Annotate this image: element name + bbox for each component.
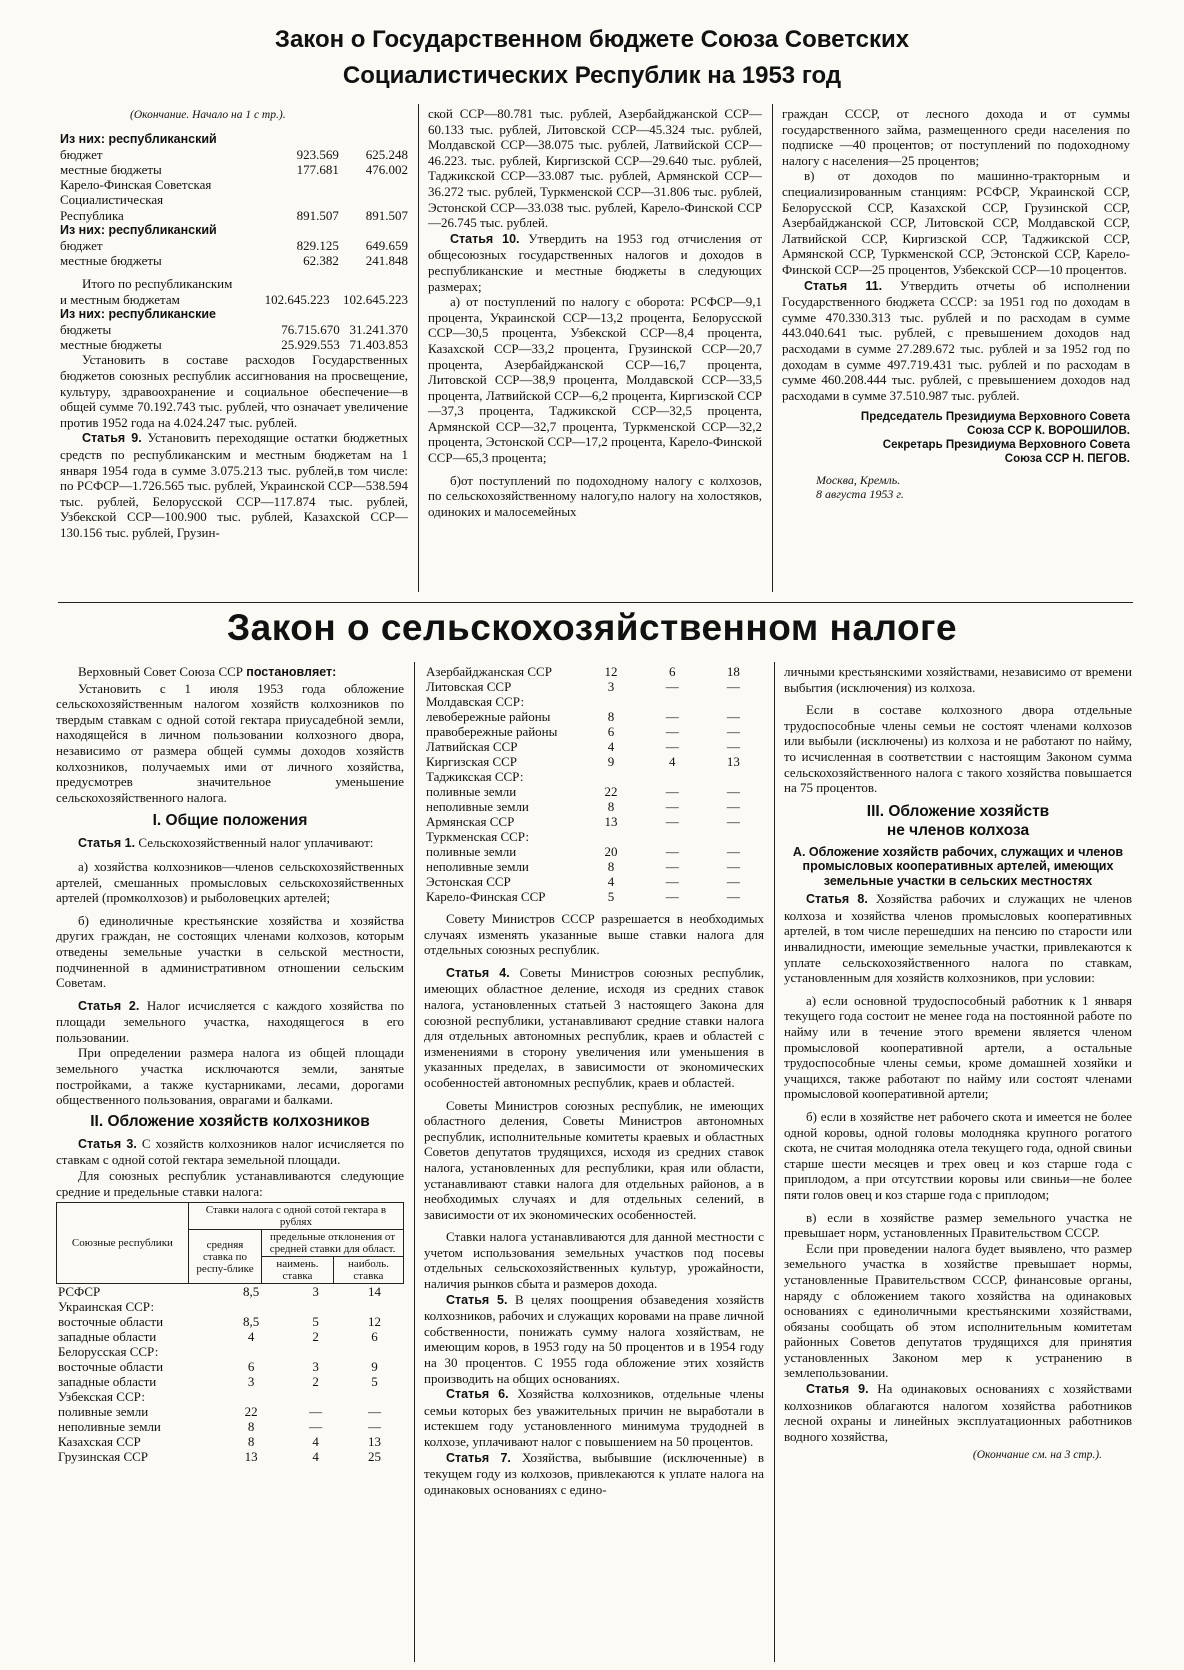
budget-law-title	[0, 22, 1184, 94]
row-value: 25.929.553	[281, 337, 340, 353]
place-date	[782, 473, 1130, 501]
art8-a: а) если основной трудоспособный работник к 1 января текущего года состоит не менее года на постоянной работе по найму или в течение этого времени является членом промысловой кооперативной артели, а остальные трудоспособные члены семьи, кроме домашней хозяйки и учащихся, также работают по найму или состоят членами промысловой кооперативной артели;	[784, 992, 1132, 1102]
rates-name: поливные земли	[426, 844, 517, 859]
signature-secretary-line2: Союза ССР Н. ПЕГОВ.	[1004, 453, 1130, 466]
budget-art10-text: Утвердить на 1953 год отчисления от общесоюзных государственных налогов и доходов в республиканские и местные бюджеты в следующих размерах;	[428, 230, 762, 294]
section-1-title: I. Общие положения	[152, 812, 308, 830]
row-value: 31.241.370	[349, 322, 408, 338]
rates-min: —	[665, 709, 679, 724]
rates-max: 9	[371, 1359, 378, 1375]
rates-min: —	[665, 739, 679, 754]
rates-name: Украинская ССР:	[58, 1299, 155, 1315]
row-label: бюджет	[60, 146, 103, 162]
rates-name: западные области	[58, 1329, 157, 1345]
rates-row	[424, 664, 764, 679]
rates-max: —	[726, 859, 740, 874]
rates-max: 18	[726, 664, 740, 679]
rates-avg: 9	[607, 754, 615, 769]
rates-avg: 4	[607, 874, 615, 889]
rates-min: 4	[312, 1434, 319, 1450]
rates-avg: 3	[247, 1374, 255, 1390]
rates-max: —	[726, 784, 740, 799]
art6-label: Статья 6.	[446, 1387, 509, 1402]
signature-chairman-line2: Союза ССР К. ВОРОШИЛОВ.	[967, 425, 1130, 438]
row-value: 71.403.853	[349, 337, 408, 353]
rates-row	[424, 724, 764, 739]
rates-max: 13	[368, 1434, 382, 1450]
row-value: 76.715.670	[281, 322, 340, 338]
rates-max: —	[726, 799, 740, 814]
budget-column-2	[428, 106, 762, 596]
rates-row	[56, 1299, 404, 1314]
rates-avg: 3	[607, 679, 615, 694]
rates-min: —	[665, 799, 679, 814]
art5-label: Статья 5.	[446, 1292, 508, 1307]
right-para2: Если в составе колхозного двора отдельные трудоспособные члены семьи не состоят членами колхозов или выбыли (исключены) из колхоза и не работают по найму, то исчисленная в соответствии с настоящим Законом сумма сельскохозяйственного налога с такого хозяйства повышается на 75 процентов.	[784, 702, 1132, 796]
rates-max: —	[368, 1404, 382, 1420]
column-rule	[418, 104, 419, 592]
rates-avg: 22	[604, 784, 618, 799]
rates-name: восточные области	[58, 1314, 164, 1330]
rates-max: —	[726, 844, 740, 859]
art8-c: в) если в хозяйстве размер земельного участка не превышает норм, установленных Правительством СССР.	[784, 1209, 1132, 1241]
rates-max: 14	[368, 1284, 382, 1300]
tax-column-1	[56, 664, 404, 1664]
tax-law-title: Закон о сельскохозяйственном налоге	[226, 607, 958, 648]
rates-name: Киргизская ССР	[426, 754, 518, 769]
rates-name: Литовская ССР	[426, 679, 512, 694]
row-label: Республика	[60, 207, 124, 223]
rates-min: 4	[312, 1449, 319, 1465]
budget-art9-text: Установить переходящие остатки бюджетных средств по республиканским и местным бюджетам на 1 января 1954 года в сумме 3.075.213 тыс. рублей,в том числе: по РСФСР—1.726.565 тыс. рублей, Украинской ССР—538.594 тыс. рублей, Белорусской ССР—117.874 тыс. рублей, Узбекской ССР—100.900 тыс. рублей, Казахской ССР—130.156 тыс. рублей, Грузин-	[60, 430, 408, 540]
rates-avg: 8,5	[243, 1284, 260, 1300]
art2-text: Налог исчисляется с каждого хозяйства по площади земельного участка, находящегося в его пользовании.	[56, 997, 404, 1045]
rates-min: 5	[312, 1314, 319, 1330]
art7-text: Хозяйства, выбывшие (исключенные) в текущем году из колхозов, привлекаются к уплате налога на одинаковых основаниях с едино-	[424, 1449, 764, 1497]
rates-header-avg: средняя ставка по респу-блике	[188, 1230, 261, 1284]
rates-min: —	[665, 679, 679, 694]
rates-min: —	[665, 874, 679, 889]
rates-name: неполивные земли	[426, 799, 529, 814]
rates-min: —	[665, 844, 679, 859]
budget-row	[60, 337, 408, 352]
budget-art11-label: Статья 11.	[804, 278, 883, 293]
total-label-1: Итого по республиканским	[82, 276, 233, 292]
budget-art9-label: Статья 9.	[82, 431, 142, 446]
rates-name: восточные области	[58, 1359, 164, 1375]
rates-min: 2	[312, 1329, 319, 1345]
budget-art11-text: Утвердить отчеты об исполнении Государственного бюджета СССР: за 1951 год по доходам в сумме 470.330.313 тыс. рублей и по расходам в сумме 443.040.641 тыс. рублей, с превышением доходов над расходами в сумме 27.289.672 тыс. рублей и за 1952 год по доходам в сумме 497.719.431 тыс. рублей и по расходам в сумме 460.208.444 тыс. рублей, с превышением доходов над расходами в сумме 37.510.987 тыс. рублей.	[782, 277, 1130, 403]
art4-para2: Советы Министров союзных республик, не имеющих областного деления, Советы Министров автономных республик, исполнительные комитеты краевых и областных Советов депутатов трудящихся, исходя из средних ставок налога, установленных для республики, края или области, устанавливают ставки налога для отдельных районов, а в необходимых случаях и для отдельных селений, в зависимости от их экономических особенностей.	[424, 1097, 764, 1222]
column-rule	[414, 662, 415, 1662]
rates-min	[286, 1344, 345, 1359]
art9-label: Статья 9.	[806, 1382, 869, 1397]
row-value: 62.382	[303, 253, 339, 269]
section-divider	[58, 602, 1133, 603]
budget-col2-para1: ской ССР—80.781 тыс. рублей, Азербайджанской ССР—60.133 тыс. рублей, Литовской ССР—45.324 тыс. рублей, Молдавской ССР—38.075 тыс. рублей, Латвийской ССР—46.223. тыс. рублей, Киргизской ССР—29.640 тыс. рублей, Таджикской ССР—33.087 тыс. рублей, Армянской ССР—36.272 тыс. рублей, Туркменской ССР—31.806 тыс. рублей, Эстонской ССР—33.038 тыс. рублей, Карело-Финской ССР—26.745 тыс. рублей.	[428, 106, 762, 231]
budget-art10-label: Статья 10.	[450, 231, 520, 246]
rates-row	[56, 1284, 404, 1299]
row-value	[339, 132, 408, 147]
budget-column-3	[782, 106, 1130, 596]
rates-min: 2	[312, 1374, 319, 1390]
row-value: 476.002	[365, 162, 408, 177]
rates-min: —	[309, 1419, 323, 1435]
tax-intro-text: Установить с 1 июля 1953 года обложение сельскохозяйственным налогом хозяйств колхозников по твердым ставкам с одной сотой гектара приусадебной земли, находящейся в личном пользовании колхозного двора, независимо от размера общей суммы доходов хозяйств колхозников, получаемых ими от личного хозяйства, предусмотрев значительное уменьшение сельскохозяйственного налога.	[56, 680, 404, 805]
art8-para2: Если при проведении налога будет выявлено, что размер земельного участка в хозяйстве превышает нормы, установленные Правительством СССР, финансовые органы, наряду с обложением такого хозяйства на одинаковых основаниях с единоличными крестьянскими хозяйствами, обязаны сообщать об этом исполнительным комитетам районных Советов депутатов трудящихся для принятия установленных Законом мер к устранению в землепользовании.	[784, 1240, 1132, 1381]
rates-min: —	[665, 859, 679, 874]
art3-label: Статья 3.	[78, 1136, 137, 1151]
rates-max: —	[726, 679, 740, 694]
row-label: Социалистическая	[60, 192, 164, 208]
rates-name: Грузинская ССР	[58, 1449, 149, 1465]
art1-text: Сельскохозяйственный налог уплачивают:	[138, 835, 374, 851]
row-value	[276, 177, 339, 192]
rates-avg: 5	[607, 889, 615, 904]
art9-text: На одинаковых основаниях с хозяйствами колхозников облагаются налогом хозяйства работников лесной охраны и линейных эксплуатационных работников водного хозяйства,	[784, 1381, 1132, 1444]
row-value	[276, 132, 339, 147]
budget-row	[60, 192, 408, 207]
art8-b: б) если в хозяйстве нет рабочего скота и имеется не более одной коровы, одной головы молодняка крупного рогатого скота, не считая молодняка отела текущего года, одной свиньи старше шести месяцев и трех овец и коз старше года с приплодом, а при отсутствии коровы или свиньи—не более пяти голов овец и коз старше года с приплодом;	[784, 1108, 1132, 1202]
section-3-title-line2: не членов колхоза	[886, 821, 1030, 839]
rates-max	[703, 829, 764, 844]
row-label: местные бюджеты	[60, 162, 162, 177]
rates-name: Туркменская ССР:	[426, 829, 530, 844]
rates-max: —	[726, 739, 740, 754]
row-label: Из них: республиканские	[60, 306, 217, 321]
rates-name: РСФСР	[58, 1284, 101, 1300]
rates-name: Азербайджанская ССР	[426, 664, 552, 679]
budget-col1-para: Установить в составе расходов Государственных бюджетов союзных республик ассигнования на просвещение, культуру, здравоохранение и социальное обеспечение—в общей сумме 70.192.743 тыс. рублей, что означает увеличение против 1952 года на 4.024.247 тыс. рублей.	[60, 352, 408, 430]
rates-row	[424, 754, 764, 769]
rates-header-min: наимень. ставка	[262, 1257, 334, 1284]
budget-total-breakdown	[60, 307, 408, 353]
rates-table-left	[56, 1284, 404, 1464]
art3-para2: Для союзных республик устанавливаются следующие средние и предельные ставки налога:	[56, 1168, 404, 1199]
rates-name: Латвийская ССР	[426, 739, 518, 754]
rates-header-per: Ставки налога с одной сотой гектара в рублях	[188, 1203, 403, 1230]
rates-name: поливные земли	[58, 1404, 149, 1420]
row-value	[340, 307, 408, 322]
art2-para2: При определении размера налога из общей площади земельного участка исключаются земли, занятые постройками, а также кустарниками, лесами, дорогами общественного пользования, оврагами и балками.	[56, 1045, 404, 1108]
rates-min: 4	[668, 754, 676, 769]
budget-col2-para-a: а) от поступлений по налогу с оборота: РСФСР—9,1 процента, Украинской ССР—13,2 процента, Белорусской ССР—30,5 процента, Узбекской ССР—8,4 процента, Казахской ССР—33,2 процента, Грузинской ССР—20,7 процента, Азербайджанской ССР—16,7 процента, Литовской ССР—38,9 процента, Молдавской ССР—33,5 процента, Латвийской ССР—6,2 процента, Киргизской ССР—37,3 процента, Таджикской ССР—32,5 процента, Армянской ССР—32,7 процента, Туркменской ССР—32,2 процента, Эстонской ССР—17,2 процента, Карело-Финской ССР—65,3 процента;	[428, 294, 762, 466]
rates-avg	[580, 694, 641, 709]
art1-label: Статья 1.	[78, 836, 136, 851]
rates-avg: 8	[607, 859, 615, 874]
rates-row	[56, 1374, 404, 1389]
rates-row	[424, 814, 764, 829]
art4-para3: Ставки налога устанавливаются для данной местности с учетом использования земельных участков под посевы отдельных сельскохозяйственных культур, урожайности, наличия рынков сбыта и размеров дохода.	[424, 1229, 764, 1292]
rates-min	[642, 829, 703, 844]
budget-col3-para-c: в) от доходов по машинно-тракторным и специализированным станциям: РСФСР, Украинской ССР, Белорусской ССР, Казахской ССР, Грузинской ССР, Азербайджанской ССР, Литовской ССР, Молдавской ССР, Латвийской ССР, Киргизской ССР, Таджикской ССР, Армянской ССР, Туркменской ССР, Эстонской ССР, Карело-Финской ССР—25 процентов, Узбекской ССР—10 процентов.	[782, 168, 1130, 277]
rates-name: правобережные районы	[426, 724, 558, 739]
row-value: 829.125	[296, 238, 339, 254]
row-value: 241.848	[365, 253, 408, 269]
tax-intro-lead-bold: постановляет:	[246, 665, 337, 679]
row-label: Из них: республиканский	[60, 131, 217, 146]
budget-col2-para-b: б)от поступлений по подоходному налогу с колхозов, по сельскохозяйственному налогу,по налогу на холостяков, одиноких и малосемейных	[428, 472, 762, 519]
section-3-title	[784, 802, 1132, 840]
art4-label: Статья 4.	[446, 965, 510, 980]
rates-header-max: наиболь. ставка	[333, 1257, 403, 1284]
row-value	[339, 177, 408, 192]
rates-avg: 8,5	[243, 1314, 260, 1330]
budget-total-table	[60, 276, 408, 306]
rates-max	[703, 694, 764, 709]
budget-column-1	[60, 108, 408, 598]
budget-row	[60, 147, 408, 162]
budget-row	[60, 208, 408, 223]
signature-secretary-line1: Секретарь Президиума Верховного Совета	[882, 439, 1130, 452]
total-value-2: 102.645.223	[343, 291, 408, 307]
signature-chairman	[782, 410, 1130, 438]
rates-row	[424, 874, 764, 889]
right-para1: личными крестьянскими хозяйствами, независимо от времени выбытия (исключения) из колхоза.	[784, 664, 1132, 695]
rates-avg: 22	[244, 1404, 258, 1420]
row-value: 923.569	[296, 146, 339, 162]
rates-min: —	[665, 889, 679, 904]
rates-max: 12	[368, 1314, 382, 1330]
art8-label: Статья 8.	[806, 892, 868, 907]
rates-avg	[216, 1299, 286, 1314]
rates-max	[345, 1344, 404, 1359]
rates-min	[642, 694, 703, 709]
rates-avg: 8	[607, 799, 615, 814]
rates-min: 3	[312, 1284, 319, 1300]
rates-table-header	[56, 1202, 404, 1284]
rates-min: 6	[668, 664, 676, 679]
rates-row	[424, 784, 764, 799]
rates-avg: 13	[604, 814, 618, 829]
rates-row	[56, 1404, 404, 1419]
rates-avg: 20	[604, 844, 618, 859]
rates-max: —	[726, 874, 740, 889]
row-label: Карело-Финская Советская	[60, 177, 212, 193]
budget-law-title-line1: Закон о Государственном бюджете Союза Советских	[274, 26, 910, 53]
signature-secretary	[782, 438, 1130, 466]
date-line: 8 августа 1953 г.	[816, 487, 904, 502]
rates-row	[424, 799, 764, 814]
rates-max: —	[726, 724, 740, 739]
rates-name: Эстонская ССР	[426, 874, 511, 889]
rates-name: Белорусская ССР:	[58, 1344, 159, 1360]
rates-max: 25	[368, 1449, 382, 1465]
rates-name: Карело-Финская ССР	[426, 889, 546, 904]
rates-row	[56, 1359, 404, 1374]
rates-avg	[216, 1389, 286, 1404]
rates-header-limits: предельные отклонения от средней ставки для област.	[262, 1230, 404, 1257]
rates-max: —	[368, 1419, 382, 1435]
rates-min	[286, 1389, 345, 1404]
rates-min	[286, 1299, 345, 1314]
budget-row	[60, 132, 408, 147]
rates-min: 3	[312, 1359, 319, 1375]
rates-name: поливные земли	[426, 784, 517, 799]
row-value: 891.507	[365, 207, 408, 223]
rates-name: Таджикская ССР:	[426, 769, 524, 784]
rates-min: —	[665, 784, 679, 799]
rates-avg: 4	[247, 1329, 255, 1345]
row-label: Из них: республиканский	[60, 222, 217, 237]
art3-text: С хозяйств колхозников налог исчисляется по ставкам с одной сотой гектара земельной площади.	[56, 1135, 404, 1168]
rates-name: Молдавская ССР:	[426, 694, 525, 709]
row-value	[276, 307, 340, 322]
rates-min	[642, 769, 703, 784]
rates-max: —	[726, 889, 740, 904]
rates-max: —	[726, 709, 740, 724]
rates-table-mid	[424, 664, 764, 904]
rates-row	[424, 889, 764, 904]
rates-name: Армянская ССР	[426, 814, 515, 829]
total-value-1: 102.645.223	[264, 291, 330, 307]
rates-avg: 8	[247, 1419, 255, 1435]
column-rule	[772, 104, 773, 592]
budget-row	[60, 223, 408, 238]
art7-label: Статья 7.	[446, 1450, 511, 1465]
section-3-title-line1: III. Обложение хозяйств	[866, 802, 1050, 820]
row-value	[276, 192, 339, 207]
rates-avg: 13	[244, 1449, 258, 1465]
rates-max: 5	[371, 1374, 378, 1390]
rates-row	[424, 769, 764, 784]
budget-table	[60, 132, 408, 269]
art8-text: Хозяйства рабочих и служащих не членов колхоза и хозяйства членов промысловых кооперативных артелей, в том числе перешедших на пенсию по старости или инвалидности, имеющие земельные участки, привлекаются к уплате сельскохозяйственного налога по ставкам, установленным для хозяйств колхозников, при условии:	[784, 891, 1132, 986]
rates-max: 13	[726, 754, 740, 769]
rates-avg: 8	[247, 1434, 255, 1450]
end-note: (Окончание см. на 3 стр.).	[972, 1449, 1102, 1462]
art2-label: Статья 2.	[78, 998, 140, 1013]
budget-row	[60, 322, 408, 337]
rates-avg	[216, 1344, 286, 1359]
rates-max: —	[726, 814, 740, 829]
art1-b: б) единоличные крестьянские хозяйства и хозяйства других граждан, не состоящих членами колхозов, которым отведены земельные участки в сельской местности, подчиненной в административном отношении сельским Советам.	[56, 912, 404, 991]
rates-row	[56, 1344, 404, 1359]
mid-para1: Совету Министров СССР разрешается в необходимых случаях изменять указанные выше ставки налога для отдельных союзных республик.	[424, 911, 764, 958]
rates-row	[56, 1449, 404, 1464]
rates-name: Узбекская ССР:	[58, 1389, 145, 1405]
art4-text: Советы Министров союзных республик, имеющих областное деление, исходя из средних ставок налога, установленных статьей 3 настоящего Закона для союзной республики, устанавливают средние ставки налога для отдельных автономных республик, краев и областей с изменениями в сторону увеличения или уменьшения в указанных пределах, в зависимости от экономических особенностей автономных республик, краев и областей.	[424, 964, 764, 1090]
rates-name: левобережные районы	[426, 709, 551, 724]
rates-max	[703, 769, 764, 784]
budget-law-title-line2: Социалистических Республик на 1953 год	[342, 62, 842, 89]
rates-max	[345, 1299, 404, 1314]
rates-avg: 6	[247, 1359, 255, 1375]
row-value: 625.248	[365, 146, 408, 162]
rates-row	[424, 844, 764, 859]
rates-max: 6	[371, 1329, 378, 1345]
place-line: Москва, Кремль.	[816, 473, 901, 488]
tax-column-3	[784, 664, 1132, 1664]
row-value	[339, 223, 408, 238]
budget-row	[60, 253, 408, 268]
tax-column-2	[424, 664, 764, 1664]
rates-row	[424, 739, 764, 754]
rates-row	[424, 694, 764, 709]
rates-avg: 8	[607, 709, 615, 724]
rates-row	[56, 1314, 404, 1329]
column-rule	[774, 662, 775, 1662]
rates-name: западные области	[58, 1374, 157, 1390]
rates-avg: 6	[607, 724, 615, 739]
art5-text: В целях поощрения обзаведения хозяйств колхозников, рабочих и служащих коровами на праве личной собственности, понижать сумму налога хозяйствам, не имеющим коров, в 1953 году на 50 процентов и в 1954 году на 30 процентов. С 1955 года обложение этих хозяйств производить на общих основаниях.	[424, 1291, 764, 1386]
rates-avg	[580, 769, 641, 784]
continuation-note: (Окончание. Начало на 1 с тр.).	[130, 109, 286, 121]
row-label: бюджеты	[60, 322, 112, 338]
budget-col3-para1: граждан СССР, от лесного дохода и от суммы государственного займа, размещенного среди населения по подписке —40 процентов; от поступлений по подоходному налогу с населения—25 процентов;	[782, 106, 1130, 168]
row-label: бюджет	[60, 238, 103, 254]
budget-row	[60, 307, 408, 322]
art1-a: а) хозяйства колхозников—членов сельскохозяйственных артелей, смешанных промысловых сельскохозяйственных артелей (промколхозов) и рыболовецких артелей;	[56, 858, 404, 906]
rates-avg: 4	[607, 739, 615, 754]
row-label: местные бюджеты	[60, 253, 162, 269]
rates-row	[56, 1419, 404, 1434]
art6-text: Хозяйства колхозников, отдельные члены семьи которых без уважительных причин не выработали в истекшем году установленного минимума трудодней в колхозе, уплачивают налог с повышением на 50 процентов.	[424, 1386, 764, 1449]
subsection-a-title: А. Обложение хозяйств рабочих, служащих и членов промысловых кооперативных артелей, имеющих земельные участки в сельских местностях	[792, 844, 1124, 888]
rates-min: —	[665, 724, 679, 739]
row-value: 891.507	[296, 207, 339, 223]
rates-avg: 12	[604, 664, 618, 679]
rates-avg	[580, 829, 641, 844]
rates-min: —	[309, 1404, 323, 1420]
rates-max	[345, 1389, 404, 1404]
budget-row	[60, 177, 408, 192]
row-value	[276, 223, 339, 238]
budget-row	[60, 238, 408, 253]
rates-row	[56, 1389, 404, 1404]
rates-row	[56, 1329, 404, 1344]
row-value	[339, 192, 408, 207]
rates-row	[424, 679, 764, 694]
rates-header-republics: Союзные республики	[57, 1203, 189, 1284]
signature-chairman-line1: Председатель Президиума Верховного Совета	[860, 411, 1130, 424]
rates-name: Казахская ССР	[58, 1434, 141, 1450]
rates-row	[56, 1434, 404, 1449]
budget-row	[60, 162, 408, 177]
rates-name: неполивные земли	[58, 1419, 161, 1435]
rates-row	[424, 859, 764, 874]
rates-row	[424, 829, 764, 844]
rates-row	[424, 709, 764, 724]
row-value: 649.659	[365, 238, 408, 254]
section-2-title: II. Обложение хозяйств колхозников	[90, 1112, 370, 1130]
row-value: 177.681	[296, 162, 339, 177]
total-label-2: и местным бюджетам	[60, 291, 180, 307]
row-label: местные бюджеты	[60, 337, 162, 353]
rates-name: неполивные земли	[426, 859, 529, 874]
rates-min: —	[665, 814, 679, 829]
tax-intro-lead: Верховный Совет Союза ССР	[78, 664, 244, 679]
